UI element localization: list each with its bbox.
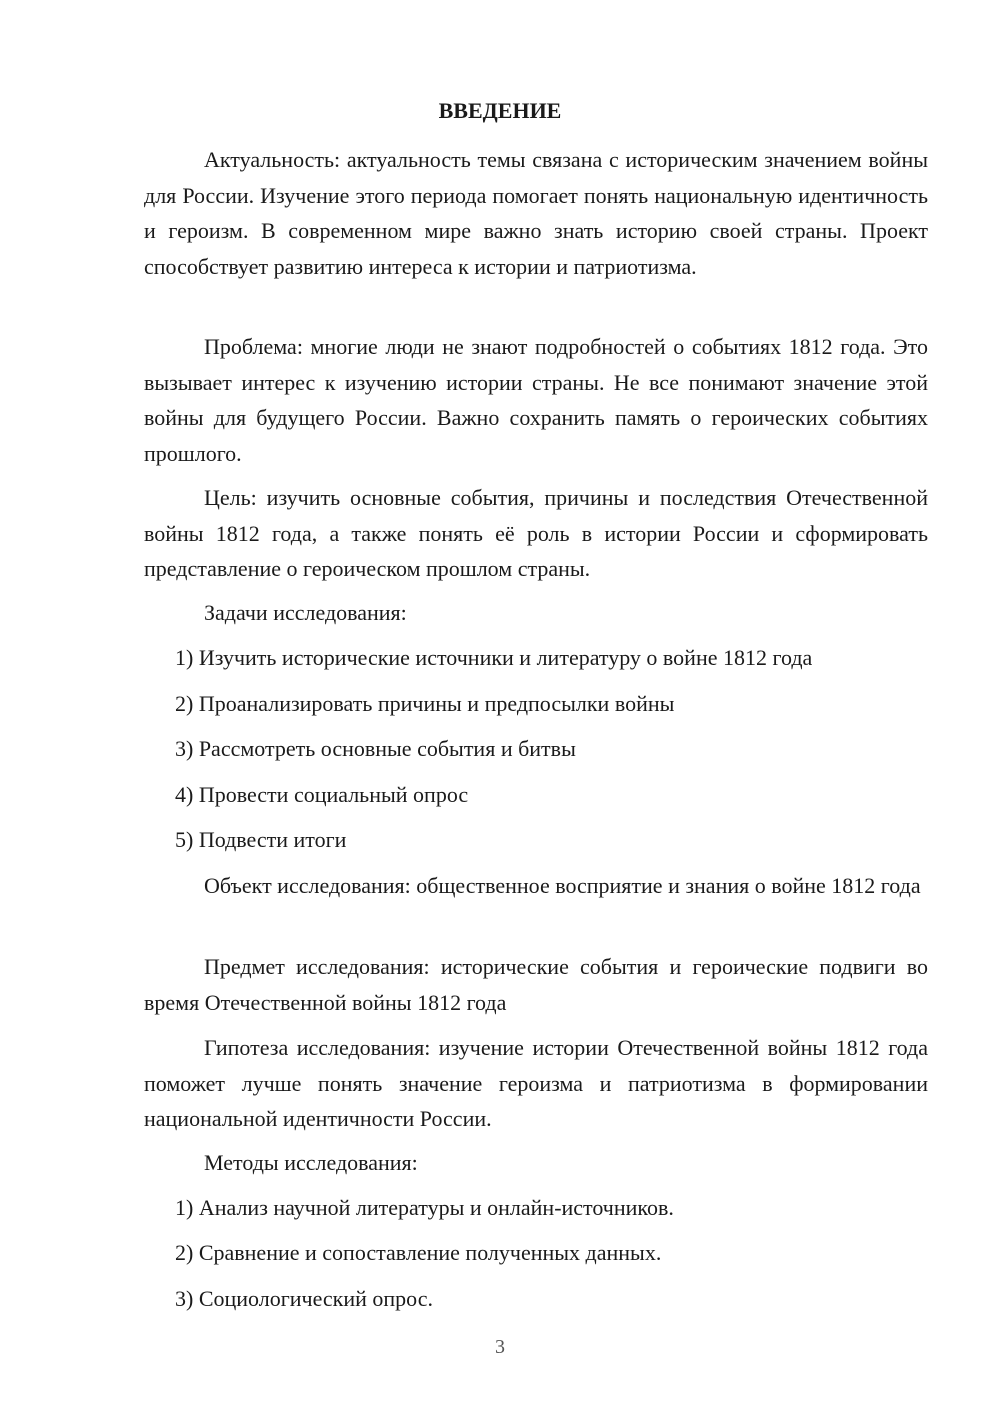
hypothesis-paragraph: Гипотеза исследования: изучение истории Отечественной войны 1812 года поможет лучше понять значение героизма и патриотизма в формировании национальной идентичности России.	[144, 1035, 928, 1131]
method-item: 3) Социологический опрос.	[175, 1286, 433, 1311]
method-item: 2) Сравнение и сопоставление полученных данных.	[175, 1240, 662, 1265]
method-item: 1) Анализ научной литературы и онлайн-источников.	[175, 1195, 674, 1220]
tasks-heading: Задачи исследования:	[204, 600, 407, 625]
relevance-paragraph: Актуальность: актуальность темы связана с историческим значением войны для России. Изучение этого периода помогает понять национальную идентичность и героизм. В современном мире важно знать историю своей страны. Проект способствует развитию интереса к истории и патриотизма.	[144, 147, 928, 279]
subject-paragraph: Предмет исследования: исторические события и героические подвиги во время Отечественной войны 1812 года	[144, 954, 928, 1015]
task-item: 2) Проанализировать причины и предпосылки войны	[175, 691, 675, 716]
methods-heading: Методы исследования:	[204, 1150, 418, 1175]
goal-paragraph: Цель: изучить основные события, причины и последствия Отечественной войны 1812 года, а также понять её роль в истории России и сформировать представление о героическом прошлом страны.	[144, 485, 928, 581]
task-item: 1) Изучить исторические источники и литературу о войне 1812 года	[175, 645, 813, 670]
problem-paragraph: Проблема: многие люди не знают подробностей о событиях 1812 года. Это вызывает интерес к изучению истории страны. Не все понимают значение этой войны для будущего России. Важно сохранить память о героических событиях прошлого.	[144, 334, 928, 466]
page-title: ВВЕДЕНИЕ	[438, 98, 562, 123]
task-item: 4) Провести социальный опрос	[175, 782, 469, 807]
task-item: 3) Рассмотреть основные события и битвы	[175, 736, 576, 761]
page-number: 3	[495, 1336, 505, 1358]
object-paragraph: Объект исследования: общественное восприятие и знания о войне 1812 года	[204, 873, 921, 898]
task-item: 5) Подвести итоги	[175, 827, 347, 852]
